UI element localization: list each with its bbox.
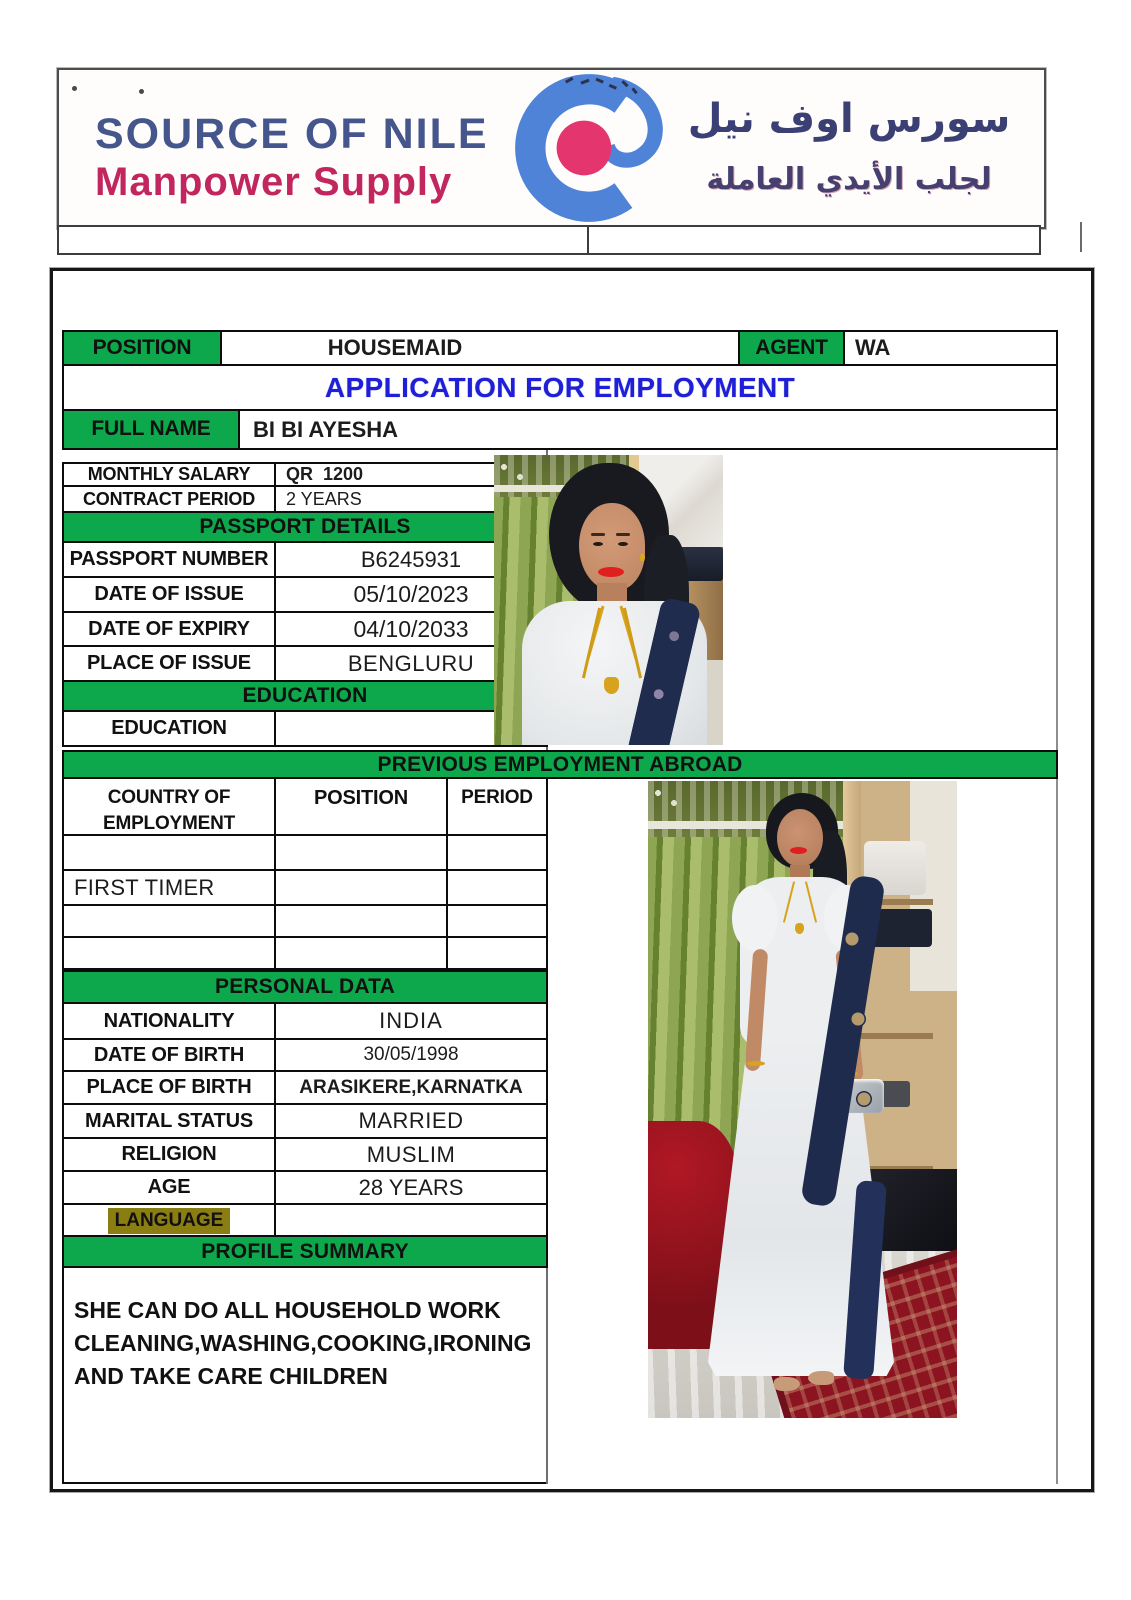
profile-summary-title: PROFILE SUMMARY (62, 1235, 548, 1268)
employment-cell-first-timer: FIRST TIMER (62, 869, 276, 906)
employment-cell (274, 869, 448, 906)
photo-column-right-border (1056, 450, 1058, 1484)
employment-col-country: COUNTRY OF EMPLOYMENT (62, 777, 276, 836)
personal-data-bar (62, 970, 548, 1004)
contract-period-row (62, 485, 548, 513)
monthly-salary-value: QR 1200 (274, 462, 548, 487)
religion-label: RELIGION (62, 1137, 276, 1172)
eyebrow (591, 533, 605, 536)
monthly-salary-label: MONTHLY SALARY (62, 462, 276, 487)
ink-speck (72, 86, 77, 91)
marital-status-label: MARITAL STATUS (62, 1103, 276, 1139)
employment-col-position: POSITION (274, 777, 448, 836)
passport-section-bar (62, 511, 548, 543)
lips (598, 567, 624, 577)
form-title: APPLICATION FOR EMPLOYMENT (62, 364, 1058, 411)
nationality-label: NATIONALITY (62, 1002, 276, 1040)
employment-row-1 (62, 834, 548, 871)
letterhead (57, 68, 1046, 229)
employment-col-period: PERIOD (446, 777, 548, 836)
necklace-pendant (795, 923, 804, 934)
nationality-value: INDIA (274, 1002, 548, 1040)
employment-cell (274, 904, 448, 938)
employment-cell (274, 936, 448, 970)
candidate-photo-portrait (494, 455, 723, 745)
date-of-expiry-label: DATE OF EXPIRY (62, 611, 276, 647)
passport-number-value: B6245931 (274, 541, 548, 578)
place-of-birth-row (62, 1070, 548, 1105)
employment-cell (446, 834, 548, 871)
agent-value: WA (843, 330, 1058, 366)
earring (640, 553, 645, 562)
position-value: HOUSEMAID (220, 330, 740, 366)
agent-label: AGENT (738, 330, 845, 366)
divider-line (587, 227, 589, 253)
marital-status-row (62, 1103, 548, 1139)
date-of-issue-row (62, 576, 548, 613)
company-tagline-arabic: لجلب الأيدي العاملة (706, 162, 992, 197)
employment-row-3 (62, 904, 548, 938)
employment-row-2 (62, 869, 548, 906)
employment-cell (62, 936, 276, 970)
language-label-cell (62, 1203, 276, 1239)
company-logo-icon (507, 72, 669, 224)
education-section-bar (62, 680, 548, 712)
position-row (62, 330, 1058, 366)
place-of-issue-value: BENGLURU (274, 645, 548, 682)
language-label-highlight: LANGUAGE (108, 1208, 231, 1234)
application-form (62, 330, 1058, 1484)
date-of-issue-value: 05/10/2023 (274, 576, 548, 613)
date-of-birth-label: DATE OF BIRTH (62, 1038, 276, 1072)
company-name-arabic: سورس اوف نيل (687, 96, 1011, 142)
letterhead-divider-row (57, 225, 1041, 255)
puff-sleeve (732, 885, 778, 951)
monthly-salary-row (62, 462, 548, 487)
religion-row (62, 1137, 548, 1172)
date-of-expiry-value: 04/10/2033 (274, 611, 548, 647)
dupatta-medallion (850, 1011, 866, 1027)
passport-number-row (62, 541, 548, 578)
candidate-photo-full-body (648, 781, 957, 1418)
eye (618, 542, 628, 546)
employment-cell (274, 834, 448, 871)
date-of-expiry-row (62, 611, 548, 647)
face (579, 503, 645, 591)
place-of-issue-row (62, 645, 548, 682)
dupatta-medallion (856, 1091, 872, 1107)
employment-cell (446, 936, 548, 970)
employment-cell (62, 834, 276, 871)
foot (774, 1377, 800, 1391)
face (777, 809, 823, 867)
full-name-label: FULL NAME (62, 409, 240, 450)
full-name-row (62, 409, 1058, 450)
foot (808, 1371, 834, 1385)
stray-border-mark (1080, 222, 1082, 252)
employment-cell (446, 869, 548, 906)
age-value: 28 YEARS (274, 1170, 548, 1205)
profile-summary-bar (62, 1235, 548, 1268)
date-of-issue-label: DATE OF ISSUE (62, 576, 276, 613)
contract-period-value: 2 YEARS (274, 485, 548, 513)
personal-data-title: PERSONAL DATA (62, 970, 548, 1004)
date-of-birth-value: 30/05/1998 (274, 1038, 548, 1072)
employment-row-4 (62, 936, 548, 970)
necklace-pendant (604, 677, 619, 694)
date-of-birth-row (62, 1038, 548, 1072)
contract-period-label: CONTRACT PERIOD (62, 485, 276, 513)
form-title-row (62, 364, 1058, 411)
eyebrow (616, 533, 630, 536)
dupatta-medallion (844, 931, 860, 947)
language-value (274, 1203, 548, 1239)
passport-section-title: PASSPORT DETAILS (62, 511, 548, 543)
shelf-board (861, 1033, 933, 1039)
gold-bangle (747, 1061, 765, 1066)
profile-summary-text: SHE CAN DO ALL HOUSEHOLD WORK CLEANING,WASHING,COOKING,IRONING AND TAKE CARE CHILDREN (62, 1266, 548, 1484)
religion-value: MUSLIM (274, 1137, 548, 1172)
age-row (62, 1170, 548, 1205)
education-label: EDUCATION (62, 710, 276, 747)
place-of-birth-value: ARASIKERE,KARNATKA (274, 1070, 548, 1105)
place-of-issue-label: PLACE OF ISSUE (62, 645, 276, 682)
ink-speck (139, 89, 144, 94)
nationality-row (62, 1002, 548, 1040)
employment-cell (446, 904, 548, 938)
previous-employment-title: PREVIOUS EMPLOYMENT ABROAD (62, 750, 1058, 779)
marital-status-value: MARRIED (274, 1103, 548, 1139)
company-name-english: SOURCE OF NILE (95, 110, 489, 158)
age-label: AGE (62, 1170, 276, 1205)
language-row (62, 1203, 548, 1239)
education-section-title: EDUCATION (62, 680, 548, 712)
passport-number-label: PASSPORT NUMBER (62, 541, 276, 578)
eye (593, 542, 603, 546)
education-row (62, 710, 548, 747)
place-of-birth-label: PLACE OF BIRTH (62, 1070, 276, 1105)
employment-cell (62, 904, 276, 938)
company-tagline-english: Manpower Supply (95, 160, 453, 204)
full-name-value: BI BI AYESHA (238, 409, 1058, 450)
position-label: POSITION (62, 330, 222, 366)
employment-header-row (62, 777, 548, 836)
lips (790, 847, 807, 854)
previous-employment-bar (62, 750, 1058, 779)
